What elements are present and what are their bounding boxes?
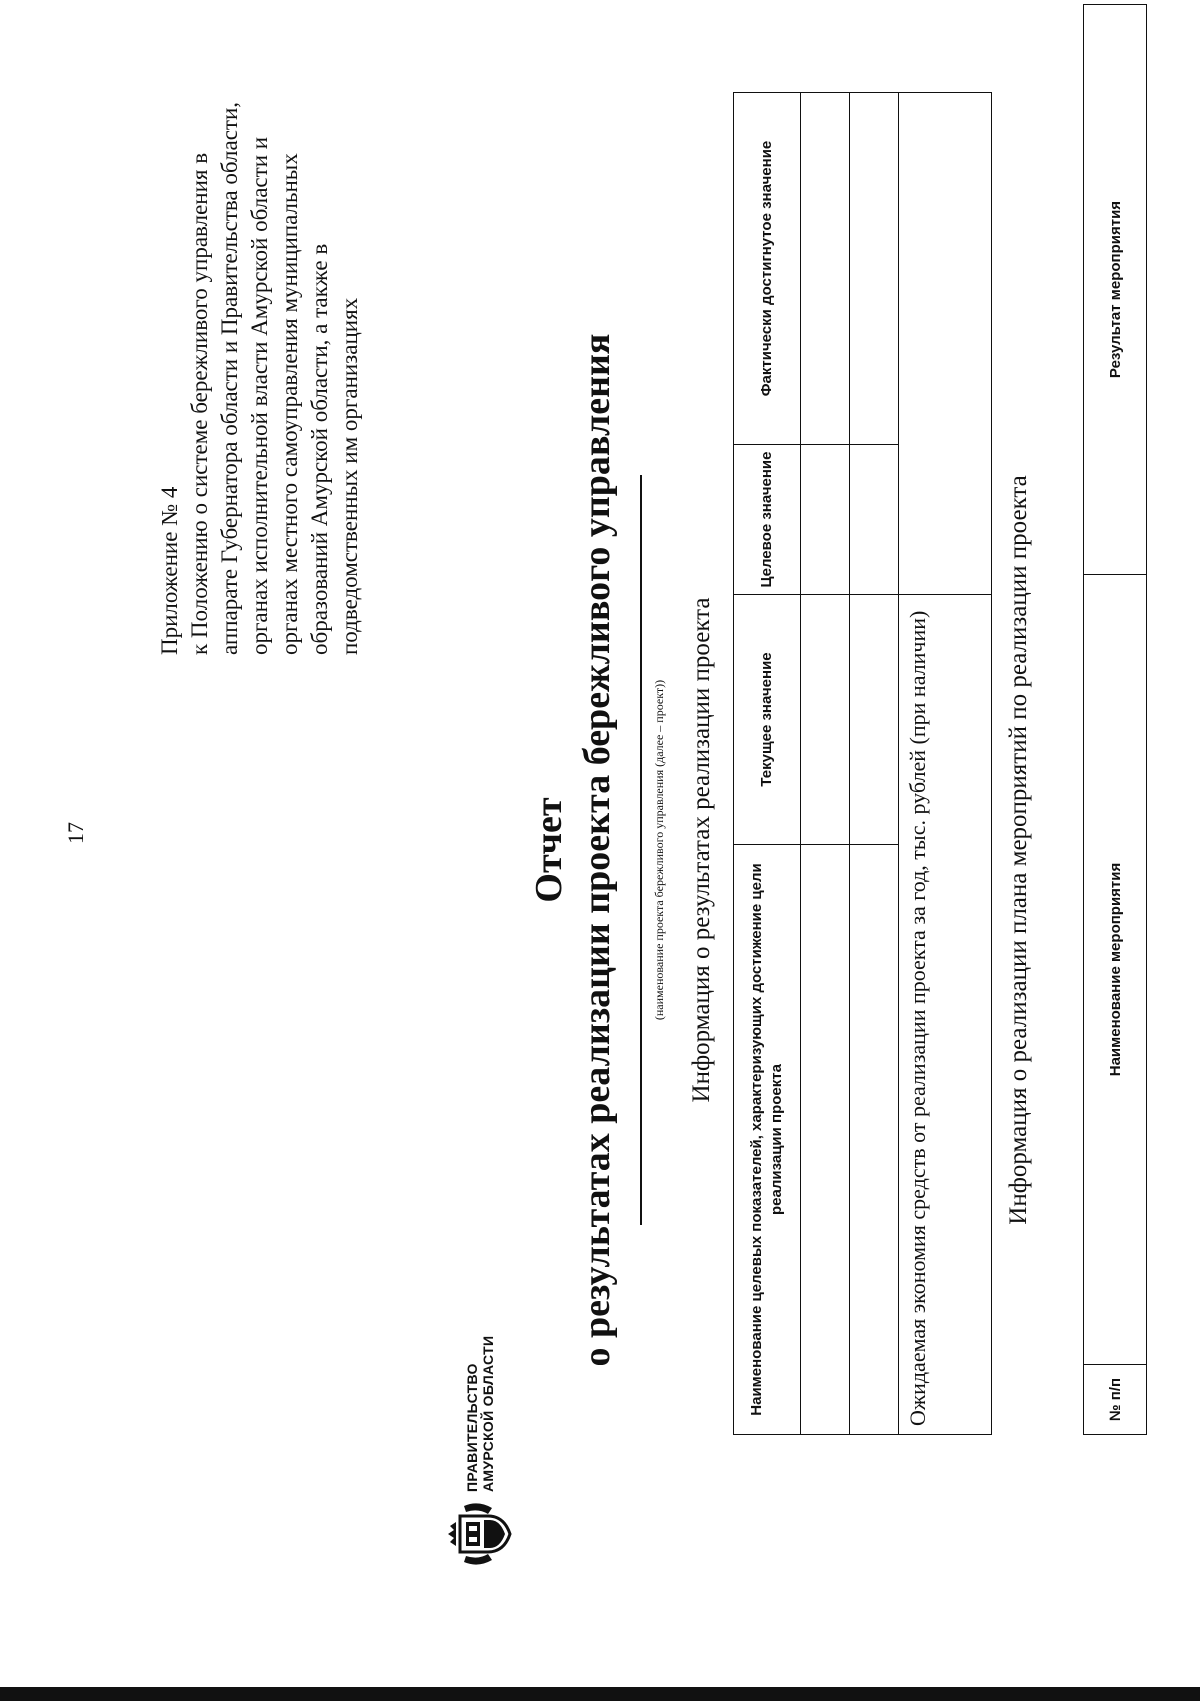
page-number: 17	[63, 822, 88, 844]
column-header-number: № п/п	[1084, 1365, 1147, 1435]
results-table	[733, 92, 992, 1435]
appendix-title: Приложение № 4	[157, 486, 182, 655]
column-header-event-result: Результат мероприятия	[1084, 5, 1147, 575]
section-plan-title: Информация о реализации плана мероприятий по реализации проекта	[1005, 475, 1032, 1225]
scan-edge-bar	[0, 1687, 1200, 1701]
report-title-line2: о результатах реализации проекта бережливого управления	[576, 333, 618, 1367]
project-name-line	[640, 475, 642, 1225]
table-row	[850, 93, 899, 1435]
project-name-caption: (наименование проекта бережливого управления (далее – проект))	[652, 679, 666, 1021]
table-cell	[801, 445, 850, 595]
economy-row	[899, 93, 992, 1435]
plan-table	[1083, 4, 1147, 1435]
column-header-achieved: Фактически достигнутое значение	[734, 93, 801, 445]
column-header-indicator: Наименование целевых показателей, характеризующих достижение цели реализации проекта	[734, 845, 801, 1435]
government-name-line1: ПРАВИТЕЛЬСТВО	[464, 1363, 480, 1492]
table-header-row	[734, 93, 801, 1435]
section-results-title: Информация о результатах реализации проекта	[688, 597, 715, 1103]
table-cell	[850, 93, 899, 445]
report-title-line1: Отчет	[528, 797, 570, 903]
economy-label: Ожидаемая экономия средств от реализации проекта за год, тыс. рублей (при наличии)	[899, 595, 992, 1435]
government-name	[464, 1336, 496, 1492]
coat-of-arms-icon	[448, 1500, 512, 1568]
table-header-row	[1084, 5, 1147, 1435]
table-cell	[801, 845, 850, 1435]
government-header	[448, 1336, 512, 1568]
appendix-block	[155, 75, 365, 655]
economy-value-cell	[899, 93, 992, 595]
table-cell	[801, 93, 850, 445]
appendix-text: к Положению о системе бережливого управления в аппарате Губернатора области и Правительства области, органах исполнительной власти Амурской области и органах местного самоуправления муниципальных образований Амурской области, а также в подведомственных им организациях	[187, 101, 362, 655]
table-cell	[801, 595, 850, 845]
column-header-target: Целевое значение	[734, 445, 801, 595]
table-row	[801, 93, 850, 1435]
column-header-current: Текущее значение	[734, 595, 801, 845]
table-cell	[850, 445, 899, 595]
government-name-line2: АМУРСКОЙ ОБЛАСТИ	[480, 1335, 496, 1492]
report-title	[525, 300, 621, 1400]
column-header-event-name: Наименование мероприятия	[1084, 575, 1147, 1365]
table-cell	[850, 845, 899, 1435]
table-cell	[850, 595, 899, 845]
